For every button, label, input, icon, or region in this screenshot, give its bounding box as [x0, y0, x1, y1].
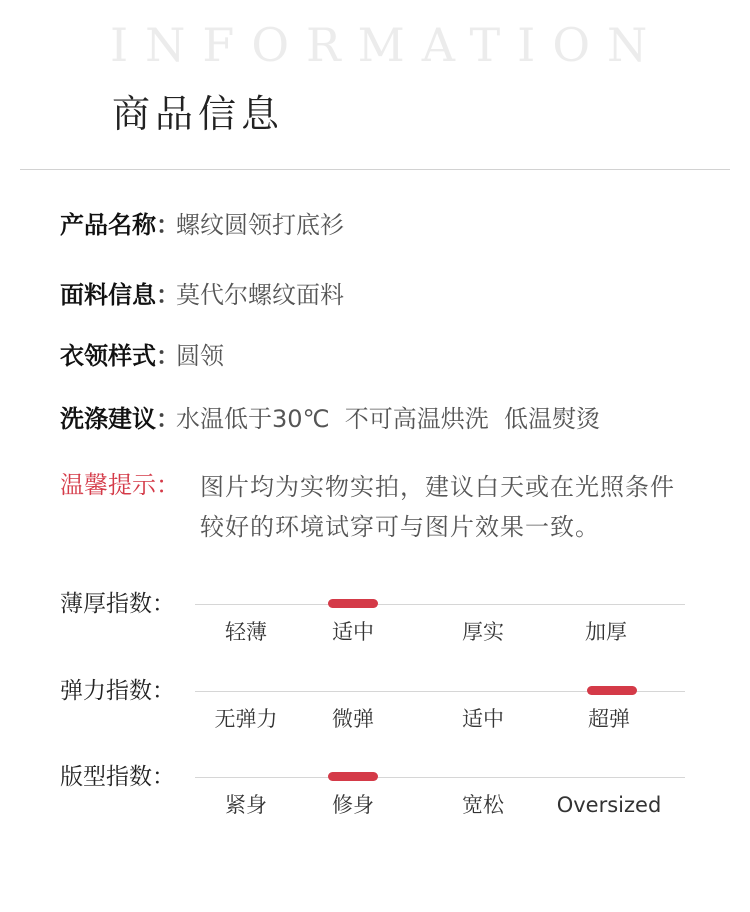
- elasticity-index-label: 弹力指数：: [60, 678, 175, 704]
- info-row-fabric: [60, 277, 344, 313]
- info-row-collar: [60, 338, 224, 374]
- fit-option: 宽松: [462, 793, 504, 817]
- elasticity-option: 超弹: [588, 707, 630, 731]
- fit-option: 紧身: [225, 793, 267, 817]
- fit-index-track: [195, 777, 685, 778]
- info-label: 面料信息: [60, 281, 156, 309]
- info-row-washing: [60, 401, 600, 437]
- watermark-text: INFORMATION: [110, 18, 665, 72]
- thickness-option: 加厚: [585, 620, 627, 644]
- info-colon: ：: [156, 342, 180, 370]
- fit-index-marker: [328, 772, 378, 781]
- thickness-index-marker: [328, 599, 378, 608]
- elasticity-index-marker: [587, 686, 637, 695]
- thickness-option: 适中: [332, 620, 374, 644]
- info-label: 产品名称: [60, 211, 156, 239]
- fit-option: Oversized: [556, 793, 662, 817]
- elasticity-option: 微弹: [332, 707, 374, 731]
- info-colon: ：: [156, 211, 180, 239]
- tip-text: 图片均为实物实拍，建议白天或在光照条件较好的环境试穿可与图片效果一致。: [200, 473, 675, 541]
- info-colon: ：: [156, 281, 180, 309]
- page-title: 商品信息: [112, 92, 285, 136]
- elasticity-option: 适中: [462, 707, 504, 731]
- header-divider: [20, 169, 730, 170]
- thickness-index-label: 薄厚指数：: [60, 591, 175, 617]
- thickness-index-track: [195, 604, 685, 605]
- thickness-option: 轻薄: [225, 620, 267, 644]
- fit-option: 修身: [332, 793, 374, 817]
- info-value: 水温低于30℃ 不可高温烘洗 低温熨烫: [176, 405, 601, 433]
- elasticity-option: 无弹力: [214, 707, 278, 731]
- info-colon: ：: [156, 405, 180, 433]
- tip-label: 温馨提示：: [60, 471, 180, 499]
- info-label: 洗涤建议: [60, 405, 156, 433]
- thickness-option: 厚实: [462, 620, 504, 644]
- fit-index-label: 版型指数：: [60, 764, 175, 790]
- info-label: 衣领样式: [60, 342, 156, 370]
- info-value: 莫代尔螺纹面料: [176, 281, 344, 309]
- info-value: 螺纹圆领打底衫: [176, 211, 344, 239]
- info-value: 圆领: [176, 342, 224, 370]
- info-row-product-name: [60, 207, 344, 243]
